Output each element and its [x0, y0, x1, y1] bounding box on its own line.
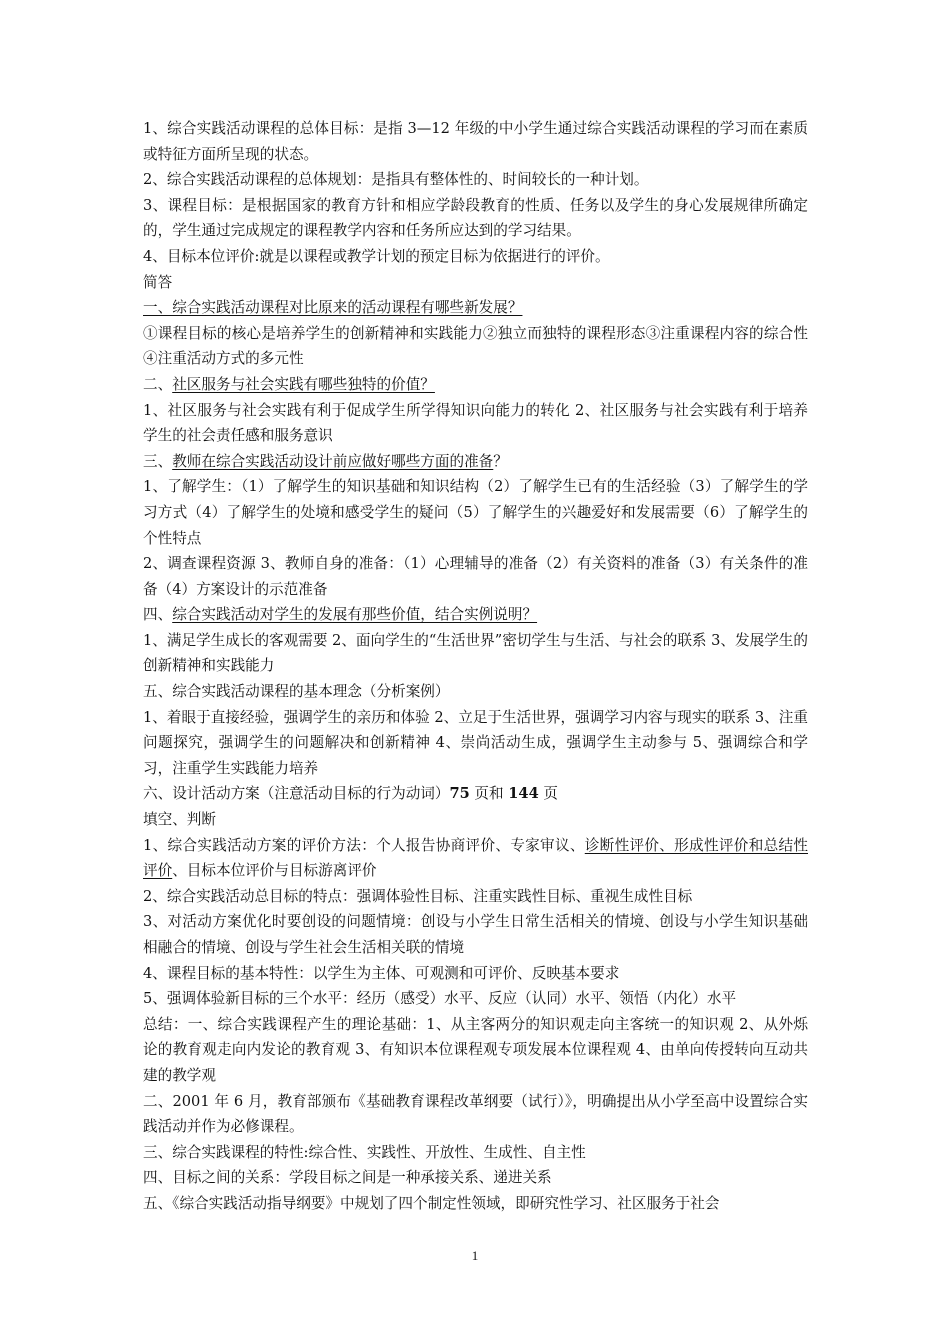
definition-1: 1、综合实践活动课程的总体目标：是指 3—12 年级的中小学生通过综合实践活动课程的学习而在素质或特征方面所呈现的状态。: [143, 120, 808, 163]
question-1-title: 一、综合实践活动课程对比原来的活动课程有哪些新发展？: [143, 299, 523, 317]
question-3-suffix: ？: [493, 452, 508, 470]
summary-item-2: 二、2001 年 6 月，教育部颁布《基础教育课程改革纲要（试行）》，明确提出从小学至高中设置综合实践活动并作为必修课程。: [143, 1092, 808, 1136]
fill-item-5: 5、强调体验新目标的三个水平：经历（感受）水平、反应（认同）水平、领悟（内化）水平: [143, 990, 737, 1008]
question-3-title: [143, 449, 808, 475]
fill-item-4: 4、课程目标的基本特性：以学生为主体、可观测和可评价、反映基本要求: [143, 964, 620, 982]
question-6-title: [143, 781, 808, 807]
page-body: [143, 116, 808, 1217]
question-6-end: 页: [538, 785, 558, 803]
summary-item-3: 三、综合实践课程的特性:综合性、实践性、开放性、生成性、自主性: [143, 1143, 586, 1161]
question-3-answer-2: 2、调查课程资源 3、教师自身的准备：（1）心理辅导的准备（2）有关资料的准备（3）有关条件的准备（4）方案设计的示范准备: [143, 555, 808, 598]
question-3-prefix: 三、: [143, 452, 173, 470]
question-2-title: [143, 372, 808, 398]
fill-item-1-underlined: 诊断性评价、形成性评价和总结性评价: [143, 836, 808, 880]
question-1-answer: ①课程目标的核心是培养学生的创新精神和实践能力②独立而独特的课程形态③注重课程内容的综合性④注重活动方式的多元性: [143, 324, 808, 368]
question-6-page-2: 144: [508, 785, 539, 803]
question-4-prefix: 四、: [143, 606, 173, 624]
question-4-title-text: 综合实践活动对学生的发展有那些价值，结合实例说明？: [172, 606, 538, 624]
definition-3: 3、课程目标：是根据国家的教育方针和相应学龄段教育的性质、任务以及学生的身心发展规律所确定的，学生通过完成规定的课程教学内容和任务所应达到的学习结果。: [143, 196, 808, 240]
question-6-mid: 页和: [469, 785, 509, 803]
definition-4: 4、目标本位评价:就是以课程或教学计划的预定目标为依据进行的评价。: [143, 247, 610, 265]
question-6-text: 六、设计活动方案（注意活动目标的行为动词）: [143, 785, 450, 803]
question-3-title-text: 教师在综合实践活动设计前应做好哪些方面的准备: [172, 452, 494, 470]
summary-item-5: 五、《综合实践活动指导纲要》中规划了四个制定性领域，即研究性学习、社区服务于社会: [143, 1194, 720, 1212]
question-5-answer: 1、着眼于直接经验，强调学生的亲历和体验 2、立足于生活世界，强调学习内容与现实的联系 3、注重问题探究，强调学生的问题解决和创新精神 4、崇尚活动生成，强调学生主动参与 5、强调综合和学习，注重学生实践能力培养: [143, 708, 808, 777]
summary-item-1: 总结：一、综合实践课程产生的理论基础：1、从主客两分的知识观走向主客统一的知识观 2、从外烁论的教育观走向内发论的教育观 3、有知识本位课程观专项发展本位课程观 4、由单向传授转向互动共建的教学观: [143, 1015, 808, 1084]
fill-item-3: 3、对活动方案优化时要创设的问题情境：创设与小学生日常生活相关的情境、创设与小学生知识基础相融合的情境、创设与学生社会生活相关联的情境: [143, 913, 808, 956]
summary-item-4: 四、目标之间的关系：学段目标之间是一种承接关系、递进关系: [143, 1169, 552, 1187]
fill-item-1-before: 1、综合实践活动方案的评价方法：个人报告协商评价、专家审议、: [143, 836, 585, 854]
question-2-prefix: 二、: [143, 375, 173, 393]
question-3-answer-1: 1、了解学生：（1）了解学生的知识基础和知识结构（2）了解学生已有的生活经验（3）了解学生的学习方式（4）了解学生的处境和感受学生的疑问（5）了解学生的兴趣爱好和发展需要（6）了解学生的个性特点: [143, 478, 808, 547]
fill-item-1: [143, 833, 808, 884]
section-heading-short-answer: 简答: [143, 273, 173, 291]
section-heading-fill-in: 填空、判断: [143, 811, 216, 829]
question-4-title: [143, 602, 808, 628]
question-5-title: 五、综合实践活动课程的基本理念（分析案例）: [143, 683, 450, 701]
page-number: 1: [471, 1248, 479, 1263]
fill-item-2: 2、综合实践活动总目标的特点：强调体验性目标、注重实践性目标、重视生成性目标: [143, 887, 693, 905]
question-2-title-text: 社区服务与社会实践有哪些独特的价值？: [172, 375, 435, 393]
fill-item-1-after: 、目标本位评价与目标游离评价: [172, 862, 377, 880]
question-2-answer: 1、社区服务与社会实践有利于促成学生所学得知识向能力的转化 2、社区服务与社会实践有利于培养学生的社会责任感和服务意识: [143, 401, 808, 445]
question-4-answer: 1、满足学生成长的客观需要 2、面向学生的“生活世界”密切学生与生活、与社会的联系 3、发展学生的创新精神和实践能力: [143, 631, 808, 675]
question-6-page-1: 75: [449, 785, 470, 803]
definition-2: 2、综合实践活动课程的总体规划：是指具有整体性的、时间较长的一种计划。: [143, 171, 649, 189]
